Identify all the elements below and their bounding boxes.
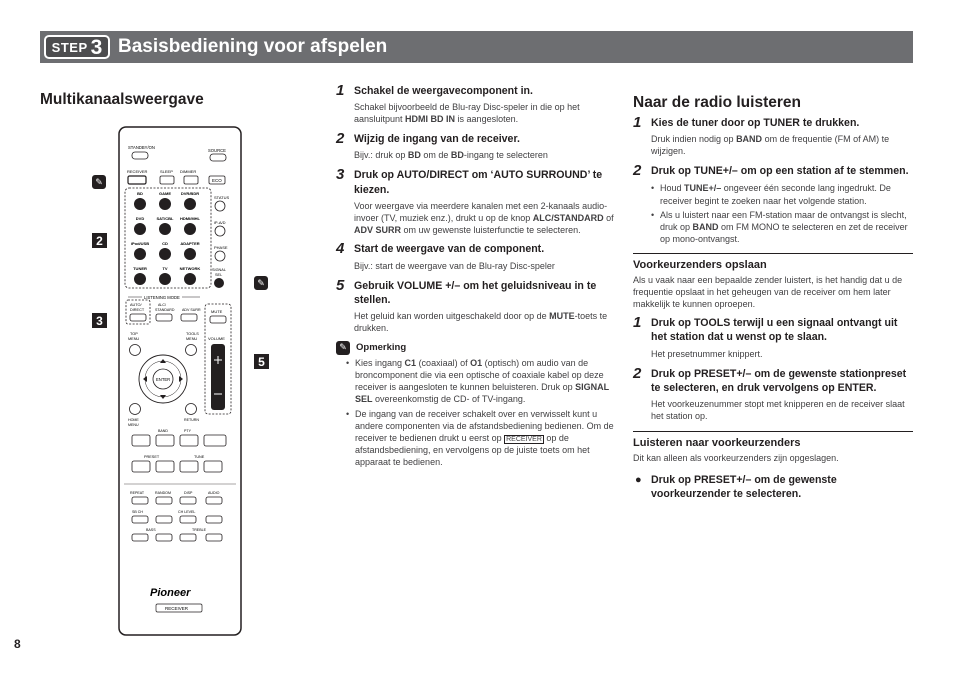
disp-button [180, 497, 196, 504]
step-2 [336, 132, 618, 146]
band-label: BAND [158, 429, 168, 433]
auto-direct-button [130, 314, 146, 321]
disp-label: DISP [184, 491, 193, 495]
treble-plus-button [206, 534, 222, 541]
input-label-hdmi-mhl: HDMI/MHL [180, 216, 200, 221]
signal-sel-label: SIGNAL [212, 268, 226, 272]
radio-step-1-desc: Druk indien nodig op BAND om de frequentie (FM of AM) te wijzigen. [651, 134, 890, 157]
adv-surr-label: ADV SURR [182, 308, 201, 312]
preset-step-2-number: 2 [633, 364, 642, 382]
mute-label: MUTE [211, 309, 223, 314]
receiver-key-icon: RECEIVER [506, 435, 542, 443]
radio-step-1-number: 1 [633, 114, 642, 132]
input-button-hdmi-mhl [184, 223, 196, 235]
note-pencil-icon: ✎ [336, 341, 350, 355]
page-number: 8 [14, 637, 21, 651]
listen-bullet-dot: ● [635, 474, 642, 487]
presets-heading: Voorkeurzenders opslaan [633, 253, 913, 272]
standby-label: STANDBY/ON [128, 145, 155, 150]
receiver-label: RECEIVER [127, 169, 148, 174]
step-5-title: Gebruik VOLUME +/– om het geluidsniveau in te stellen. [354, 279, 597, 306]
input-label-tuner: TUNER [133, 266, 147, 271]
svg-text:MENU: MENU [128, 337, 140, 341]
preset-step-1-title: Druk op TOOLS terwijl u een signaal ontvangt uit het station dat u wenst op te slaan. [651, 317, 898, 344]
svg-text:STANDARD: STANDARD [155, 308, 175, 312]
radio-step-2-bullets [651, 182, 913, 245]
treble-minus-button [180, 534, 196, 541]
input-label-tv: TV [162, 266, 168, 271]
page-header [40, 31, 913, 63]
input-button-cd [159, 248, 171, 260]
return-label: RETURN [184, 418, 199, 422]
input-label-adapter: ADAPTER [180, 241, 200, 246]
input-button-game [159, 198, 171, 210]
radio-step-2 [633, 164, 913, 178]
callout-3: 3 [92, 313, 107, 328]
preset-step-1-desc: Het presetnummer knippert. [651, 348, 763, 359]
return-button [186, 404, 197, 415]
note-icon-left: ✎ [92, 175, 106, 189]
step-2-number: 2 [336, 130, 345, 148]
presets-intro: Als u vaak naar een bepaalde zender luistert, is het handig dat u de frequentie opslaat in het geheugen van de receiver om hem later makkelijk te kunnen oproepen. [633, 275, 903, 310]
note-icon-right: ✎ [254, 276, 268, 290]
radio-step-1 [633, 116, 913, 130]
remote-control-svg [118, 126, 242, 636]
step-number: 3 [90, 35, 103, 59]
step-2-title: Wijzig de ingang van de receiver. [354, 133, 520, 146]
right-column [633, 93, 913, 502]
preset-step-2-title: Druk op PRESET+/– om de gewenste stationpreset te selecteren, en druk vervolgens op ENTER. [651, 367, 907, 394]
svg-text:DIRECT: DIRECT [130, 308, 145, 312]
top-menu-button [130, 345, 141, 356]
step-4-desc: Bijv.: start de weergave van de Blu-ray Disc-speler [354, 260, 555, 271]
input-label-cd: CD [162, 241, 168, 246]
step-badge [44, 35, 110, 59]
bass-label: BASS [146, 528, 156, 532]
step-5-desc: Het geluid kan worden uitgeschakeld door op de MUTE-toets te drukken. [354, 311, 608, 334]
ch-level-minus-button [180, 516, 196, 523]
callout-5: 5 [254, 354, 269, 369]
pty-label: PTY [184, 429, 191, 433]
enter-label: ENTER [156, 377, 171, 382]
signal-sel-button [214, 278, 224, 288]
step-3 [336, 168, 618, 197]
step-4-number: 4 [336, 240, 345, 258]
plus-button [204, 435, 226, 446]
receiver-button [128, 176, 146, 184]
receiver-badge-label: RECEIVER [165, 606, 189, 611]
listen-presets-step [633, 473, 913, 502]
input-label-bd: BD [137, 191, 143, 196]
note-item-2: • De ingang van de receiver schakelt over en verwisselt kunt u andere componenten via de afstandsbediening bedienen. Om de receiver te bedienen drukt u eerst op RECEIVER op de afstandsbediening, en vervolgens op de juiste toets om het apparaat te bedienen. [346, 408, 618, 469]
step-1-number: 1 [336, 82, 345, 99]
page-title: Basisbediening voor afspelen [118, 36, 388, 57]
preset-minus-button [132, 461, 150, 472]
input-button-dvd [134, 223, 146, 235]
listen-presets-heading: Luisteren naar voorkeurzenders [633, 431, 913, 450]
phase-button [215, 251, 225, 261]
svg-text:MENU: MENU [128, 423, 139, 427]
radio-step-1-title: Kies de tuner door op TUNER te drukken. [651, 117, 860, 130]
remote-illustration [118, 126, 242, 636]
ch-select-button [156, 516, 172, 523]
step-word: STEP [51, 39, 88, 55]
svg-text:SEL: SEL [215, 273, 223, 277]
audio-button [206, 497, 222, 504]
treble-label: TREBLE [192, 528, 206, 532]
input-button-sat-cbl [159, 223, 171, 235]
audio-label: AUDIO [208, 491, 220, 495]
repeat-button [132, 497, 148, 504]
pioneer-logo: Pioneer [150, 587, 191, 599]
ch-level-label: CH LEVEL [178, 510, 196, 514]
input-button-dvr-bdr [184, 198, 196, 210]
radio-step-2-title: Druk op TUNE+/– om op een station af te stemmen. [651, 165, 909, 178]
bass-minus-button [132, 534, 148, 541]
tune-label: TUNE [194, 455, 205, 459]
alc-standard-button [156, 314, 172, 321]
multichannel-heading: Multikanaalsweergave [40, 91, 204, 108]
note-item-1: • Kies ingang C1 (coaxiaal) of O1 (optisch) om audio van de broncomponent die via een optische of coaxiale kabel op deze receiver is aangesloten te kunnen beluisteren. Druk op SIGNAL SEL overeenkomstig de CD- of TV-ingang. [346, 357, 618, 406]
mute-button [210, 316, 226, 323]
alc-standard-label: ALC/ [158, 303, 166, 307]
preset-step-1-number: 1 [633, 314, 642, 332]
play-button [156, 435, 174, 446]
status-button [215, 201, 225, 211]
top-menu-label: TOP [130, 332, 138, 336]
status-label: STATUS [214, 195, 230, 200]
input-label-ipod-usb: iPod/USB [130, 241, 150, 246]
ip-ad-button [215, 226, 225, 236]
radio-bullet-2: • Als u luistert naar een FM-station maar de ontvangst is slecht, druk op BAND om FM MONO te selecteren en zet de receiver op mono-ontvangst. [651, 209, 913, 245]
input-label-dvr-bdr: DVR/BDR [180, 191, 200, 196]
middle-column [336, 84, 618, 471]
opmerking-heading [336, 341, 618, 355]
opmerking-label: Opmerking [356, 341, 407, 353]
volume-rocker [211, 344, 225, 410]
ip-ad-label: iP-A/D [214, 220, 226, 225]
step-3-desc: Voor weergave via meerdere kanalen met een 2-kanaals audio-invoer (TV, muziek enz.), drukt u op de knop ALC/STANDARD of ADV SURR om uw gewenste luisterfunctie te selecteren. [354, 200, 614, 235]
pause-button [132, 435, 150, 446]
adv-surr-button [181, 314, 197, 321]
radio-heading: Naar de radio luisteren [633, 94, 801, 111]
ch-level-plus-button [206, 516, 222, 523]
notes-list [346, 357, 618, 469]
standby-button [132, 152, 148, 159]
step-5-number: 5 [336, 276, 345, 294]
auto-direct-label: AUTO/ [130, 303, 142, 307]
dimmer-label: DIMMER [180, 169, 197, 174]
preset-step-2-desc: Het voorkeuzenummer stopt met knipperen en de receiver slaat het station op. [651, 399, 905, 422]
input-label-dvd: DVD [135, 216, 145, 221]
step-1 [336, 84, 618, 98]
step-3-number: 3 [336, 166, 345, 184]
input-button-bd [134, 198, 146, 210]
sb-ch-button [132, 516, 148, 523]
tools-label: TOOLS [186, 332, 199, 336]
step-4 [336, 242, 618, 256]
eco-label: ECO [212, 178, 222, 183]
step-1-desc: Schakel bijvoorbeeld de Blu-ray Disc-speler in die op het aansluitpunt HDMI BD IN is aangesloten. [354, 102, 580, 125]
listen-presets-step-text: Druk op PRESET+/– om de gewenste voorkeurzender te selecteren. [651, 474, 837, 501]
step-3-title: Druk op AUTO/DIRECT om ‘AUTO SURROUND’ te kiezen. [354, 169, 603, 196]
source-button [210, 154, 226, 161]
home-menu-label: HOME [128, 418, 139, 422]
input-button-tv [159, 273, 171, 285]
input-label-sat-cbl: SAT/CBL [156, 216, 174, 221]
sleep-label: SLEEP [160, 169, 173, 174]
repeat-label: REPEAT [130, 491, 145, 495]
source-label: SOURCE [208, 148, 226, 153]
sleep-button [160, 176, 174, 184]
menu-label: MENU [186, 337, 198, 341]
random-label: RANDOM [155, 491, 171, 495]
input-button-adapter [184, 248, 196, 260]
home-menu-button [130, 404, 141, 415]
radio-step-2-number: 2 [633, 162, 642, 180]
phase-label: PHASE [214, 245, 228, 250]
dimmer-button [184, 176, 198, 184]
step-5 [336, 276, 618, 308]
input-label-network: NETWORK [179, 266, 201, 271]
preset-label: PRESET [144, 455, 160, 459]
sb-ch-label: SB CH [132, 510, 143, 514]
listen-presets-intro: Dit kan alleen als voorkeurzenders zijn opgeslagen. [633, 453, 839, 464]
tune-plus-button [204, 461, 222, 472]
input-button-tuner [134, 273, 146, 285]
preset-plus-button [156, 461, 174, 472]
random-button [156, 497, 172, 504]
step-1-title: Schakel de weergavecomponent in. [354, 85, 533, 97]
preset-step-1 [633, 316, 913, 345]
input-label-game: GAME [159, 191, 171, 196]
callout-2: 2 [92, 233, 107, 248]
bass-plus-button [156, 534, 172, 541]
tune-minus-button [180, 461, 198, 472]
radio-bullet-1: • Houd TUNE+/– ongeveer één seconde lang ingedrukt. De receiver begint te zoeken naar het volgende station. [651, 182, 913, 206]
input-button-ipod-usb [134, 248, 146, 260]
listening-mode-label: LISTENING MODE [144, 295, 180, 300]
volume-label: VOLUME [208, 336, 225, 341]
input-button-network [184, 273, 196, 285]
step-2-desc: Bijv.: druk op BD om de BD-ingang te selecteren [354, 150, 548, 161]
preset-step-2 [633, 364, 913, 396]
menu-button [186, 345, 197, 356]
step-4-title: Start de weergave van de component. [354, 243, 545, 256]
stop-button [180, 435, 198, 446]
